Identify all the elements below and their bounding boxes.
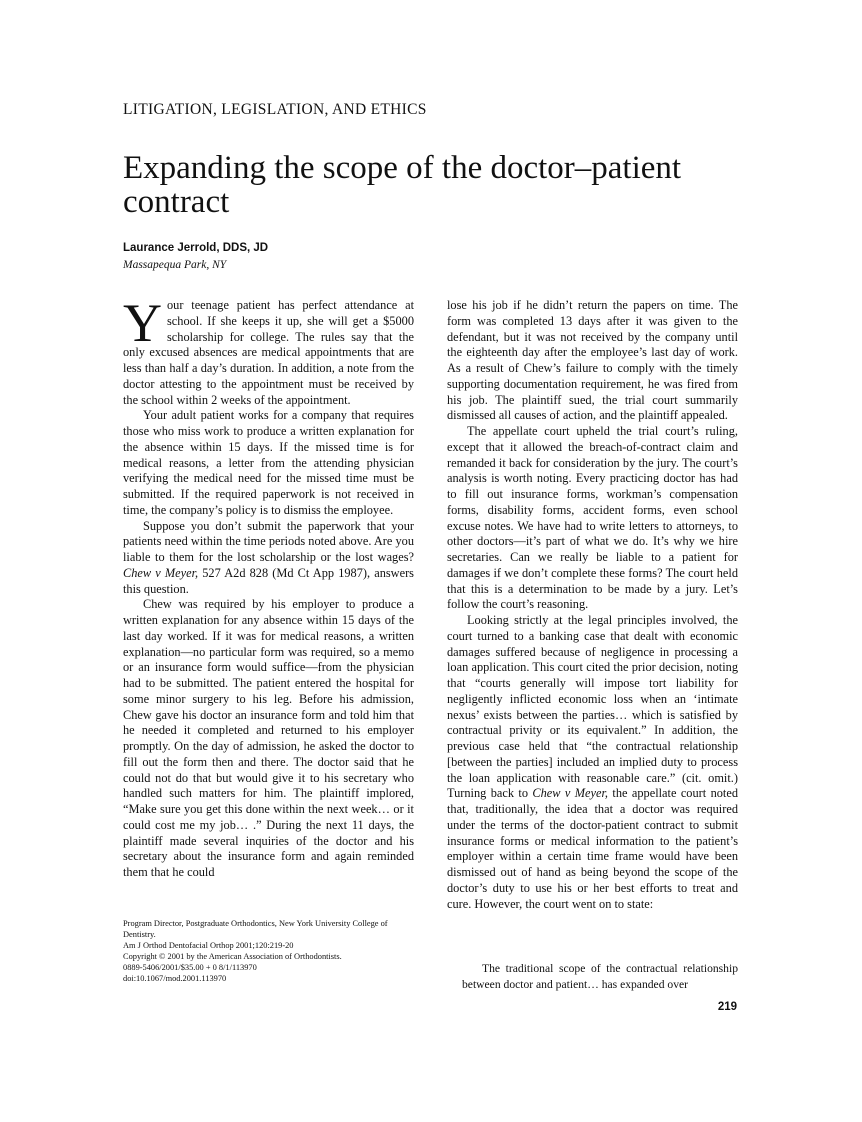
paragraph (123, 519, 414, 598)
footnote-citation: Am J Orthod Dentofacial Orthop 2001;120:219-20 (123, 941, 294, 950)
paragraph (447, 613, 738, 912)
quote-text: The traditional scope of the contractual relationship between doctor and patient… has expanded over (462, 962, 738, 991)
paragraph-text: Suppose you don’t submit the paperwork that your patients need within the time periods noted above. Are you liable to them for the lost scholarship or the lost wages? (123, 518, 414, 564)
footnote-doi: doi:10.1067/mod.2001.113970 (123, 974, 227, 983)
page-number: 219 (717, 1001, 737, 1013)
paragraph-text: Looking strictly at the legal principles involved, the court turned to a banking case that dealt with economic damages suffered because of negligence in processing a loan application. This court cited the prior decision, noting that “courts generally will impose tort liability for negligently inflicted economic loss when an ‘intimate nexus’ exists between the parties… which is satisfied by contractual privity or its equivalent.” In addition, the previous case held that “the contractual relationship [between the parties] included an implied duty to process the loan application with reasonable care.” (cit. omit.) Turning back to (447, 613, 738, 801)
case-citation: Chew v Meyer, (532, 786, 609, 801)
paragraph-text: the appellate court noted that, traditionally, the idea that a doctor was required under the terms of the doctor-patient contract to submit insurance forms or medical information to the patient’s employer within a certain time frame would have been dismissed out of hand as being beyond the scope of the doctor’s duty to use his or her best efforts to treat and cure. However, the court went on to state: (447, 786, 738, 911)
paragraph (123, 293, 414, 408)
footnote-copyright: Copyright © 2001 by the American Association of Orthodontists. (123, 952, 342, 961)
section-heading: LITIGATION, LEGISLATION, AND ETHICS (123, 101, 427, 118)
left-column (123, 293, 414, 881)
paragraph: Chew was required by his employer to produce a written explanation for any absence within 15 days of the last day worked. If it was for medical reasons, a written explanation—no particular form was required, so a memo or an insurance form would suffice—from the physician had to be submitted. The patient entered the hospital for some minor surgery to his leg. Before his admission, Chew gave his doctor an insurance form and told him that he needed it completed and returned to his employer promptly. On the day of admission, he asked the doctor to fill out the form then and there. The doctor said that he could not do that but would give it to his secretary who handled such matters for him. The plaintiff implored, “Make sure you get this done within the next week… or it could cost me my job… .” During the next 11 days, the plaintiff made several inquiries of the doctor and his secretary about the insurance form and again reminded them that he could (123, 597, 414, 879)
article-title: Expanding the scope of the doctor–patient contract (123, 150, 682, 220)
paragraph-text: our teenage patient has perfect attendance at school. If she keeps it up, she will get a $5000 scholarship for college. The rules say that the only excused absences are medical appointments that are less than half a day’s duration. In addition, a note from the doctor attesting to the appointment must be received by the school within 2 weeks of the appointment. (123, 298, 414, 407)
block-quote (462, 961, 738, 993)
footnote-affiliation: Program Director, Postgraduate Orthodontics, New York University College of Dentistry. (123, 919, 388, 939)
author-affiliation: Massapequa Park, NY (123, 259, 227, 271)
paragraph: The appellate court upheld the trial court’s ruling, except that it allowed the breach-of-contract claim and remanded it back for consideration by the jury. The court’s analysis is worth noting. Every practicing doctor has had to fill out insurance forms, workman’s compensation forms, disability forms, accident forms, even school excuse notes. We have had to write letters to attorneys, to other doctors—it’s part of what we do. It’s why we hire secretaries. Can we really be liable to a patient for damages if we don’t complete these forms? The court held that this is a determination to be made by a jury. Let’s follow the court’s reasoning. (447, 424, 738, 612)
paragraph: Your adult patient works for a company that requires those who miss work to produce a written explanation for the absence within 15 days. If the missed time is for medical reasons, a letter from the attending physician verifying the medical need for the missed time must be submitted. If the required paperwork is not received in time, the company’s policy is to dismiss the employee. (123, 408, 414, 517)
drop-cap: Y (123, 293, 162, 353)
right-column (447, 298, 738, 912)
paragraph: lose his job if he didn’t return the papers on time. The form was completed 13 days after it was given to the defendant, but it was not received by the company until the eighteenth day after the employee’s last day of work. As a result of Chew’s failure to comply with the timely supporting documentation requirement, he was fired from his job. The plaintiff sued, the trial court summarily dismissed all causes of action, and the plaintiff appealed. (447, 298, 738, 423)
paragraph-text: 527 A2d 828 (Md Ct App 1987), answers this question. (123, 565, 414, 596)
footnote-issn: 0889-5406/2001/$35.00 + 0 8/1/113970 (123, 963, 257, 972)
case-citation: Chew v Meyer, (123, 565, 199, 580)
author-name: Laurance Jerrold, DDS, JD (123, 242, 269, 254)
footnote (123, 918, 419, 984)
